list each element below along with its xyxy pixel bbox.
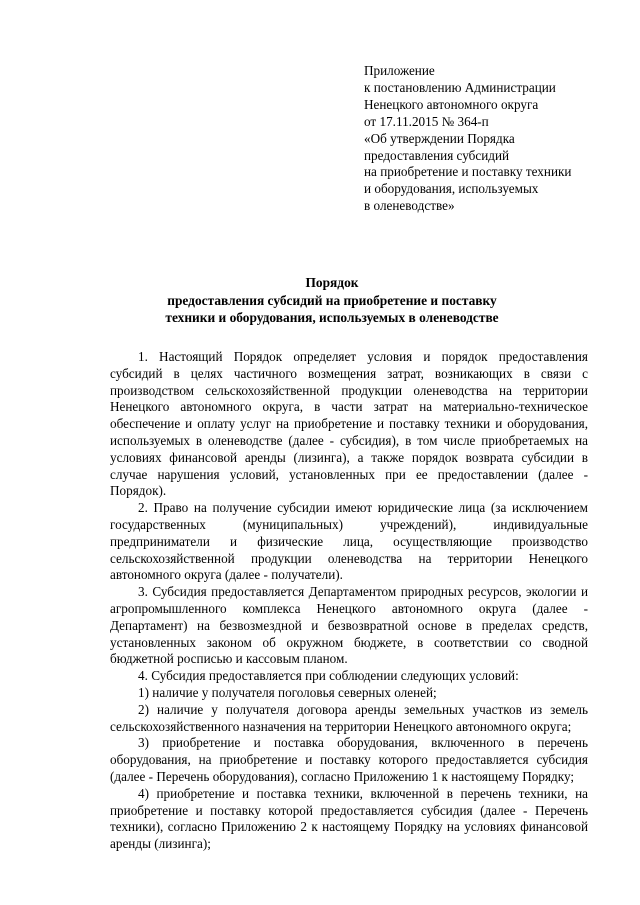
list-item: 2) наличие у получателя договора аренды земельных участков из земель сельскохозяйственного назначения на территории Ненецкого автономного округа; bbox=[110, 701, 588, 734]
title-subheading: предоставления субсидий на приобретение и поставку bbox=[167, 292, 497, 308]
annex-line: к постановлению Администрации bbox=[364, 79, 556, 95]
annex-line: Приложение bbox=[364, 63, 435, 78]
annex-line: на приобретение и поставку техники bbox=[364, 164, 572, 180]
annex-line: Ненецкого автономного округа bbox=[364, 96, 539, 112]
title-heading: Порядок bbox=[305, 275, 359, 290]
document-title bbox=[80, 274, 584, 327]
annex-line: от 17.11.2015 № 364-п bbox=[364, 113, 489, 129]
document-body bbox=[110, 349, 588, 853]
paragraph: 3. Субсидия предоставляется Департаментом природных ресурсов, экологии и агропромышленного комплекса Ненецкого автономного округа (далее - Департамент) на безвозмездной и безвозвратной основе в пределах средств, установленных законом об окружном бюджете, в соответствии со сводной бюджетной росписью и кассовым планом. bbox=[110, 584, 588, 667]
list-item: 1) наличие у получателя поголовья северных оленей; bbox=[138, 684, 437, 700]
title-subheading: техники и оборудования, используемых в оленеводстве bbox=[165, 310, 499, 325]
annex-line: и оборудования, используемых bbox=[364, 181, 539, 197]
list-item: 3) приобретение и поставка оборудования, включенного в перечень оборудования, на приобретение и поставку которого предоставляется субсидия (далее - Перечень оборудования), согласно Приложению 1 к настоящему Порядку; bbox=[110, 735, 588, 784]
paragraph: 4. Субсидия предоставляется при соблюдении следующих условий: bbox=[138, 668, 519, 684]
annex-line: предоставления субсидий bbox=[364, 147, 510, 163]
annex-line: «Об утверждении Порядка bbox=[364, 130, 515, 146]
list-item: 4) приобретение и поставка техники, включенной в перечень техники, на приобретение и поставку которой предоставляется субсидия (далее - Перечень техники), согласно Приложению 2 к настоящему Порядку на условиях финансовой аренды (лизинга); bbox=[110, 785, 588, 852]
paragraph: 2. Право на получение субсидии имеют юридические лица (за исключением государственных (муниципальных) учреждений), индивидуальные предприниматели и физические лица, осуществляющие производство сельскохозяйственной продукции оленеводства на территории Ненецкого автономного округа (далее - получатели). bbox=[110, 500, 588, 583]
annex-block bbox=[364, 63, 624, 215]
annex-line: в оленеводстве» bbox=[364, 198, 455, 214]
paragraph: 1. Настоящий Порядок определяет условия и порядок предоставления субсидий в целях частичного возмещения затрат, возникающих в связи с производством сельскохозяйственной продукции оленеводства на территории Ненецкого автономного округа, в части затрат на материально-техническое обеспечение и оплату услуг на приобретение и поставку техники и оборудования, используемых в оленеводстве (далее - субсидия), в том числе приобретаемых на условиях финансовой аренды (лизинга), а также порядок возврата субсидии в случае нарушения условий, установленных при ее предоставлении (далее - Порядок). bbox=[110, 349, 588, 499]
